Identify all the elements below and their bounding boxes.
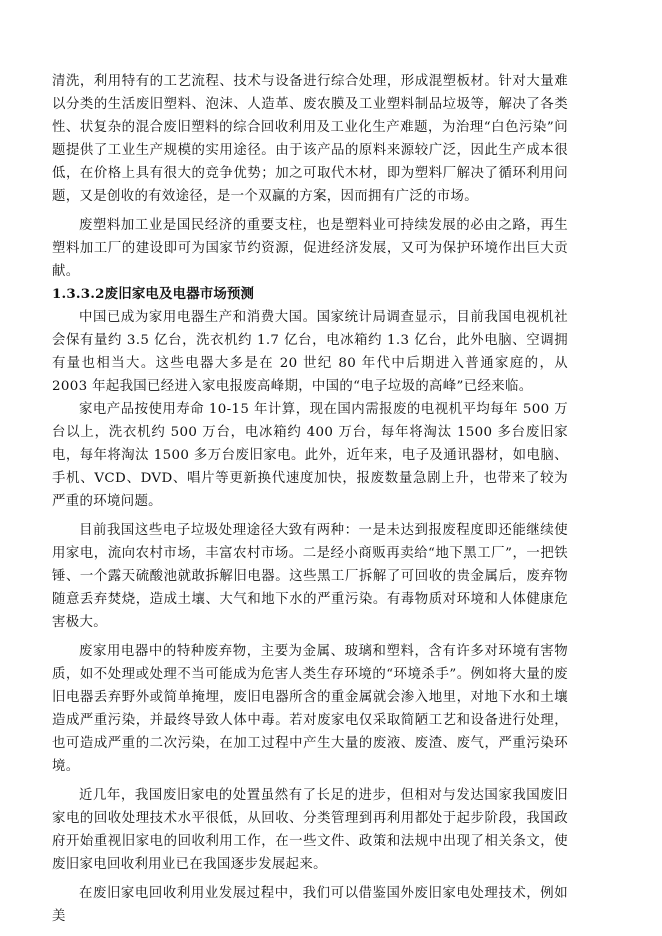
paragraph-0: 清洗，利用特有的工艺流程、技术与设备进行综合处理，形成混塑板材。针对大量难以分类的生活废旧塑料、泡沫、人造革、废农膜及工业塑料制品垃圾等，解决了各类性、状复杂的混合废旧塑料的综合回收利用及工业化生产难题，为治理“白色污染”问题提供了工业生产规模的实用途径。由于该产品的原料来源较广泛，因此生产成本很低，在价格上具有很大的竞争优势；加之可取代木材，即为塑料厂解决了循环利用问题，又是创收的有效途径，是一个双赢的方案，因而拥有广泛的市场。 (52, 74, 568, 204)
paragraph-7: 在废旧家电回收利用业发展过程中，我们可以借鉴国外废旧家电处理技术，例如美 (52, 886, 568, 924)
paragraph-3: 家电产品按使用寿命 10-15 年计算，现在国内需报废的电视机平均每年 500 万台以上，洗衣机约 500 万台，电冰箱约 400 万台，每年将淘汰 1500 多台废旧家电，每年将淘汰 1500 多万台废旧家电。此外，近年来，电子及通讯器材，如电脑、手机、VCD、DVD、唱片等更新换代速度加快，报废数量急剧上升，也带来了较为严重的环境问题。 (52, 402, 568, 509)
paragraph-4: 目前我国这些电子垃圾处理途径大致有两种：一是未达到报废程度即还能继续使用家电，流向农村市场，丰富农村市场。二是经小商贩再卖给“地下黑工厂”，一把铁锤、一个露天硫酸池就敢拆解旧电器。这些黑工厂拆解了可回收的贵金属后，废弃物随意丢弃焚烧，造成土壤、大气和地下水的严重污染。有毒物质对环境和人体健康危害极大。 (52, 523, 568, 630)
paragraph-2: 中国已成为家用电器生产和消费大国。国家统计局调查显示，目前我国电视机社会保有量约 3.5 亿台，洗衣机约 1.7 亿台，电冰箱约 1.3 亿台，此外电脑、空调拥有量也相当大。这些电器大多是在 20 世纪 80 年代中后期进入普通家庭的，从 2003 年起我国已经进入家电报废高峰期，中国的“电子垃圾的高峰”已经来临。 (52, 310, 568, 394)
paragraph-1: 废塑料加工业是国民经济的重要支柱，也是塑料业可持续发展的必由之路，再生塑料加工厂的建设即可为国家节约资源，促进经济发展，又可为保护环境作出巨大贡献。 (52, 218, 568, 279)
paragraph-5: 废家用电器中的特种废弃物，主要为金属、玻璃和塑料，含有许多对环境有害物质，如不处理或处理不当可能成为危害人类生存环境的“环境杀手”。例如将大量的废旧电器丢弃野外或简单掩埋，废旧电器所含的重金属就会渗入地里，对地下水和土壤造成严重污染，并最终导致人体中毒。若对废家电仅采取简陋工艺和设备进行处理，也可造成严重的二次污染，在加工过程中产生大量的废液、废渣、废气，严重污染环境。 (52, 644, 568, 774)
document-page (52, 70, 568, 928)
section-heading: 1.3.3.2废旧家电及电器市场预测 (52, 286, 255, 302)
paragraph-6: 近几年，我国废旧家电的处置虽然有了长足的进步，但相对与发达国家我国废旧家电的回收处理技术水平很低，从回收、分类管理到再利用都处于起步阶段，我国政府开始重视旧家电的回收利用工作，在一些文件、政策和法规中出现了相关条文，使废旧家电回收利用业已在我国逐步发展起来。 (52, 788, 568, 872)
